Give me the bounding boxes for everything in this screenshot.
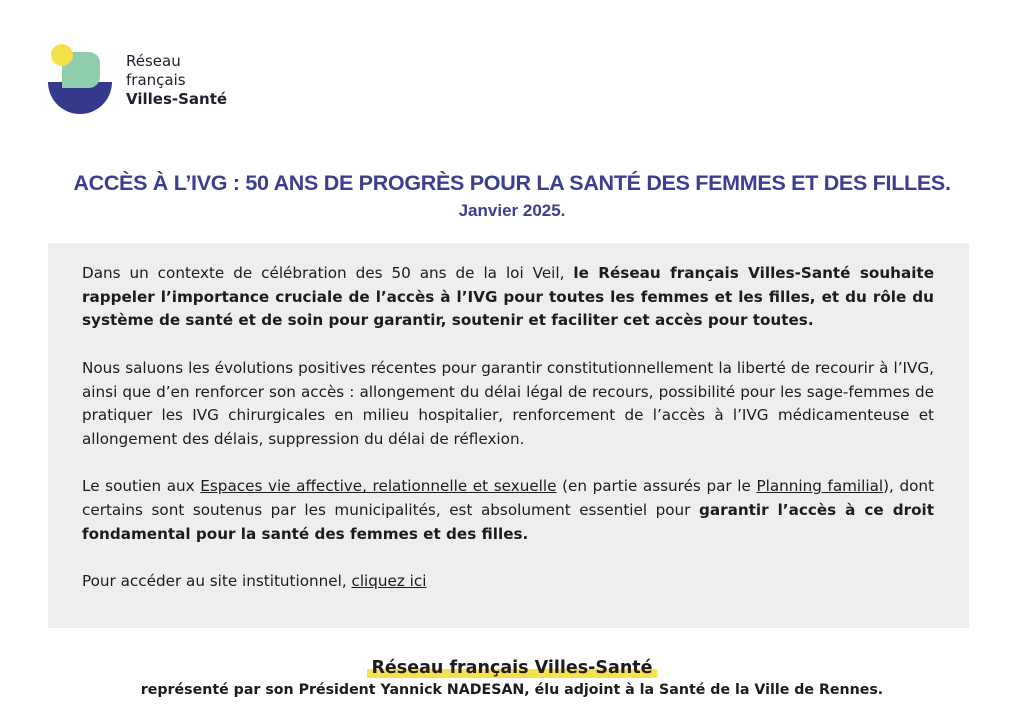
logo-line-1: Réseau (126, 52, 181, 70)
page-title: ACCÈS À L’IVG : 50 ANS DE PROGRÈS POUR LA SANTÉ DES FEMMES ET DES FILLES. (73, 171, 951, 195)
logo-mark-icon (46, 42, 118, 116)
logo-line-3: Villes-Santé (126, 90, 228, 108)
signature-role: représenté par son Président Yannick NADESAN, élu adjoint à la Santé de la Ville de Rennes. (140, 682, 884, 698)
content-box (48, 243, 969, 628)
paragraph-3-bold: garantir l’accès à ce droit fondamental pour la santé des femmes et des filles. (82, 501, 934, 543)
paragraph-1-intro: Dans un contexte de célébration des 50 ans de la loi Veil, (82, 264, 574, 282)
paragraph-3-text: ), dont certains sont soutenus par les municipalités, est absolument essentiel pour (82, 477, 934, 519)
paragraph-1 (82, 262, 934, 333)
paragraph-4 (82, 570, 934, 594)
content-text (82, 262, 934, 617)
paragraph-1-bold: le Réseau français Villes-Santé souhaite rappeler l’importance cruciale de l’accès à l’IVG pour toutes les femmes et les filles, et du rôle du système de santé et de soin pour garantir, soutenir et faciliter cet accès pour toutes. (82, 264, 934, 330)
page-subtitle: Janvier 2025. (458, 201, 566, 220)
logo-line-2: français (126, 71, 186, 89)
signature-block (0, 656, 1024, 680)
paragraph-4-intro: Pour accéder au site institutionnel, (82, 572, 352, 591)
link-espaces-vie-affective[interactable]: Espaces vie affective, relationnelle et sexuelle (200, 477, 557, 496)
signature-name: Réseau français Villes-Santé (367, 656, 656, 680)
paragraph-3-mid: (en partie assurés par le (556, 477, 757, 496)
link-cliquez-ici[interactable]: cliquez ici (351, 572, 427, 591)
link-planning-familial[interactable]: Planning familial (756, 477, 884, 496)
paragraph-3 (82, 475, 934, 546)
paragraph-2: Nous saluons les évolutions positives récentes pour garantir constitutionnellement la liberté de recourir à l’IVG, ainsi que d’en renforcer son accès : allongement du délai légal de recours, possibilité pour les sage-femmes de pratiquer les IVG chirurgicales en milieu hospitalier, renforcement de l’accès à l’IVG médicamenteuse et allongement des délais, suppression du délai de réflexion. (82, 358, 934, 448)
paragraph-3-intro: Le soutien aux (82, 477, 201, 496)
logo (46, 42, 256, 116)
logo-text (126, 52, 227, 109)
